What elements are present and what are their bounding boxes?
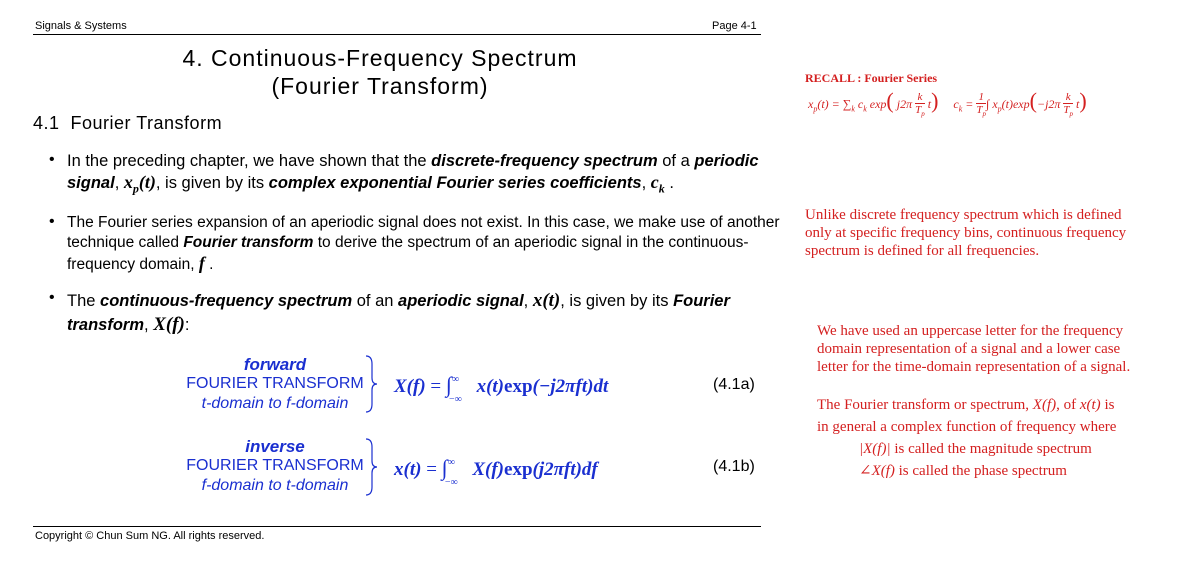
- note-3-text: The Fourier transform or spectrum,: [817, 397, 1030, 413]
- note-continuous-spectrum: Unlike discrete frequency spectrum which is defined only at specific frequency bins, continuous frequency spectrum is defined for all frequencies.: [805, 207, 1127, 259]
- bullet-2-text: technique called: [67, 234, 184, 251]
- title-line-1: 4. Continuous-Frequency Spectrum: [182, 45, 578, 71]
- note-3-text-4: in general a complex function of frequency where: [817, 419, 1117, 435]
- header-left: Signals & Systems: [35, 20, 127, 32]
- note-3-text-2: , of: [1056, 397, 1077, 413]
- note-uppercase-lowercase: We have used an uppercase letter for the frequency domain representation of a signal and a lower case letter for the time-domain representation of a signal.: [817, 323, 1131, 375]
- bullet-2: [67, 213, 780, 275]
- forward-label: forward: [243, 355, 307, 374]
- bullet-3-text-4: :: [184, 316, 190, 334]
- math-X-f: X(f): [153, 314, 185, 335]
- bullet-3-text: The: [67, 292, 101, 310]
- bullet-3-text-2: of an: [352, 292, 399, 310]
- footer-rule: [33, 526, 761, 527]
- title-line-2: (Fourier Transform): [271, 73, 489, 99]
- bullet-1: In the preceding chapter, we have shown that the discrete-frequency spectrum of a periodic signal, $x_p(t)$, is given by its complex exponential Fourier series coefficients, $c_k$ .: [67, 152, 759, 196]
- inverse-brace: [364, 437, 378, 497]
- inverse-equation: $x(t) = \int^\infty_{-\infty}$ X(f)exp(j2πft)df: [394, 455, 598, 488]
- bullet-1-text: In the preceding chapter, we have shown that the: [67, 152, 432, 170]
- math-f: f: [198, 253, 205, 273]
- footer-copyright: Copyright © Chun Sum NG. All rights reserved.: [35, 530, 265, 542]
- section-heading: 4.1 Fourier Transform: [33, 113, 223, 133]
- bullet-1-text-3: , is given by its: [155, 174, 269, 192]
- term-periodic: periodic: [694, 152, 759, 170]
- magnitude-spectrum-text: is called the magnitude spectrum: [894, 441, 1092, 457]
- page-number: Page 4-1: [712, 20, 757, 32]
- bullet-3: The continuous-frequency spectrum of an aperiodic signal, x(t), is given by its Fourier transform, X(f):: [67, 290, 730, 335]
- phase-spectrum-text: is called the phase spectrum: [898, 463, 1067, 479]
- forward-equation: $X(f) = \int^\infty_{-\infty}$ x(t)exp(−j2πft)dt: [394, 372, 609, 405]
- recall-fourier-series-equations: $x_p(t) = \sum_k$ $c_k$ exp( j2π $\frac{k}{T_p}$ t) $c_k$ = $\frac{1}{T_p}$ ∫ $x_p(t)\exp(-j2\pi$ $\frac{k}{T_p}$ t): [808, 88, 1087, 118]
- forward-domain: t-domain to f-domain: [201, 395, 349, 412]
- bullet-2-dot: •: [49, 213, 55, 230]
- term-fourier-transform: Fourier transform: [183, 234, 314, 251]
- term-signal: signal: [67, 174, 115, 192]
- inverse-domain: f-domain to t-domain: [201, 477, 349, 494]
- bullet-2-text-4: .: [204, 256, 214, 273]
- math-ck: $c_k$: [650, 172, 665, 196]
- math-x-t: x(t): [532, 290, 561, 311]
- forward-title: FOURIER TRANSFORM: [186, 375, 364, 392]
- bullet-1-text-2: of a: [657, 152, 695, 170]
- header-rule: [33, 34, 761, 35]
- page-title: [120, 44, 640, 100]
- bullet-1-text-4: .: [664, 174, 674, 192]
- term-discrete-frequency-spectrum: discrete-frequency spectrum: [431, 152, 658, 170]
- inverse-equation-number: (4.1b): [713, 458, 755, 475]
- note-complex-function: The Fourier transform or spectrum, X(f), of x(t) is in general a complex function of frequency where |X(f)| is called the magnitude spectrum ∠X(f) is called the phase spectrum: [817, 394, 1157, 482]
- note-3-text-3: is: [1104, 397, 1115, 413]
- forward-equation-number: (4.1a): [713, 376, 755, 393]
- term-transform: transform: [67, 316, 145, 334]
- term-aperiodic-signal: aperiodic signal: [398, 292, 524, 310]
- term-continuous-frequency-spectrum: continuous-frequency spectrum: [100, 292, 353, 310]
- term-fourier: Fourier: [673, 292, 730, 310]
- bullet-2-text-3: frequency domain,: [67, 256, 199, 273]
- inverse-title: FOURIER TRANSFORM: [186, 457, 364, 474]
- forward-brace: [364, 354, 378, 414]
- bullet-2-text-2: to derive the spectrum of an aperiodic signal in the continuous-: [313, 234, 749, 251]
- bullet-3-dot: •: [49, 289, 55, 306]
- inverse-label: inverse: [245, 437, 305, 456]
- bullet-2-line-1: The Fourier series expansion of an aperiodic signal does not exist. In this case, we make use of another: [67, 214, 780, 231]
- term-fourier-coefficients: complex exponential Fourier series coefficients: [268, 174, 642, 192]
- bullet-3-text-3: , is given by its: [560, 292, 674, 310]
- recall-title: RECALL : Fourier Series: [805, 71, 938, 85]
- math-xp-t: $x_p(t)$: [123, 172, 156, 196]
- bullet-1-dot: •: [49, 151, 55, 168]
